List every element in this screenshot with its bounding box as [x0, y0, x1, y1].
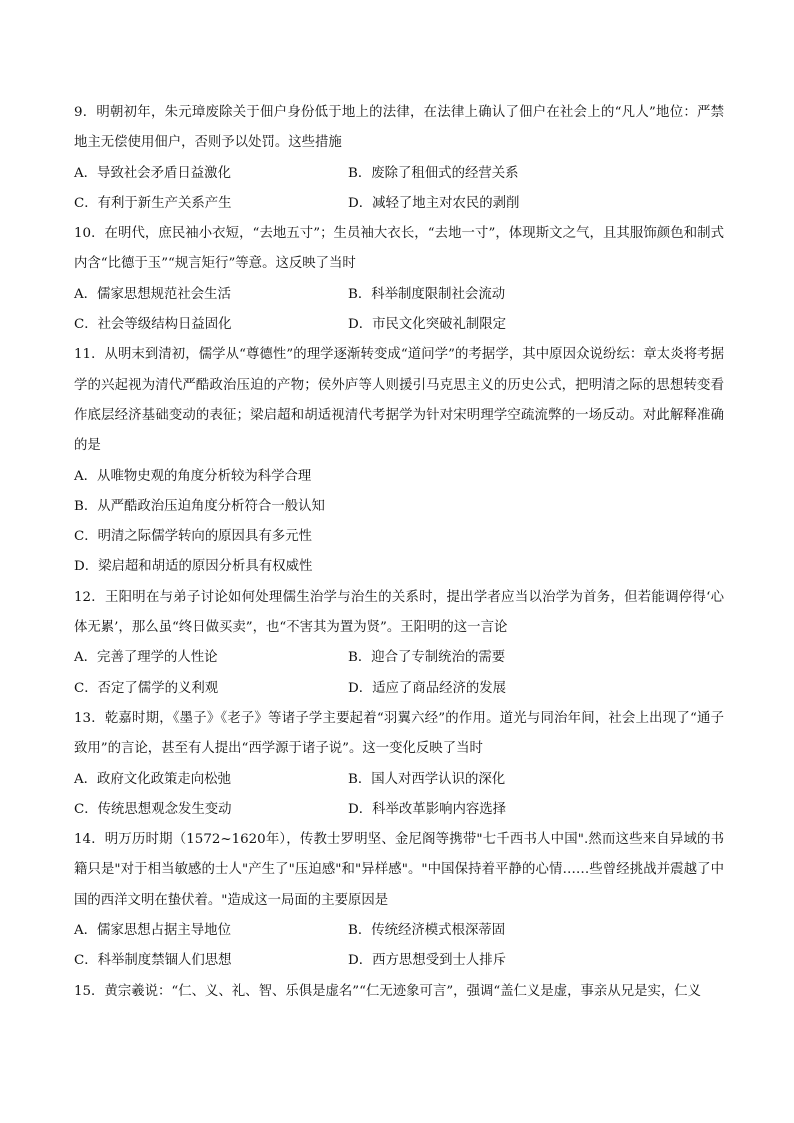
option-a: A．导致社会矛盾日益激化 — [74, 165, 231, 181]
option-a: A．从唯物史观的角度分析较为科学合理 — [74, 468, 312, 484]
question-12 — [74, 583, 724, 704]
option-list — [74, 280, 724, 341]
option-b: B．国人对西学认识的深化 — [348, 771, 506, 787]
option-a: A．儒家思想规范社会生活 — [74, 286, 231, 302]
option-d: D．梁启超和胡适的原因分析具有权威性 — [74, 559, 313, 575]
option-a: A．完善了理学的人性论 — [74, 650, 218, 666]
option-list — [74, 916, 724, 977]
question-stem: 14．明万历时期（1572~1620年），传教士罗明坚、金尼阁等携带"七千西书人中国".然而这些来自异域的书籍只是"对于相当敏感的士人"产生了"压迫感"和"异样感"。"中国保持着平静的心情……些曾经挑战并震越了中国的西洋文明在蛰伏着。"造成这一局面的主要原因是 — [74, 832, 724, 908]
option-c: C．社会等级结构日益固化 — [74, 317, 232, 333]
option-a: A．儒家思想占据主导地位 — [74, 923, 231, 939]
option-list — [74, 643, 724, 704]
question-stem: 11．从明末到清初，儒学从“尊德性”的理学逐渐转变成“道问学”的考据学，其中原因众说纷纭：章太炎将考据学的兴起视为清代严酷政治压迫的产物；侯外庐等人则援引马克思主义的历史公式，把明清之际的思想转变看作底层经济基础变动的表征；梁启超和胡适视清代考据学为针对宋明理学空疏流弊的一场反动。对此解释准确的是 — [74, 347, 724, 454]
option-c: C．否定了儒学的义利观 — [74, 680, 219, 696]
option-b: B．废除了租佃式的经营关系 — [348, 165, 519, 181]
option-d: D．减轻了地主对农民的剥削 — [348, 195, 520, 211]
option-d: D．西方思想受到士人排斥 — [348, 953, 507, 969]
option-d: D．市民文化突破礼制限定 — [348, 317, 507, 333]
option-c: C．传统思想观念发生变动 — [74, 801, 232, 817]
option-list — [74, 159, 724, 220]
option-b: B．科举制度限制社会流动 — [348, 286, 506, 302]
option-list — [74, 462, 724, 583]
option-c: C．明清之际儒学转向的原因具有多元性 — [74, 529, 312, 545]
option-b: B．从严酷政治压迫角度分析符合一般认知 — [74, 498, 325, 514]
option-c: C．科举制度禁锢人们思想 — [74, 953, 232, 969]
question-9 — [74, 98, 724, 219]
question-14 — [74, 825, 724, 976]
option-b: B．传统经济模式根深蒂固 — [348, 923, 506, 939]
option-b: B．迎合了专制统治的需要 — [348, 650, 506, 666]
question-stem: 13．乾嘉时期，《墨子》《老子》等诸子学主要起着“羽翼六经”的作用。道光与同治年间，社会上出现了“通子致用”的言论，甚至有人提出“西学源于诸子说”。这一变化反映了当时 — [74, 710, 724, 757]
question-stem: 12．王阳明在与弟子讨论如何处理儒生治学与治生的关系时，提出学者应当以治学为首务，但若能调停得‘心体无累’，那么虽“终日做买卖”，也“不害其为置为贤”。王阳明的这一言论 — [74, 589, 724, 636]
option-list — [74, 765, 724, 826]
question-10 — [74, 219, 724, 340]
question-stem: 10．在明代，庶民袖小衣短，“去地五寸”；生员袖大衣长，“去地一寸”，体现斯文之气，且其服饰颜色和制式内含“比德于玉”“规言矩行”等意。这反映了当时 — [74, 226, 724, 272]
option-a: A．政府文化政策走向松弛 — [74, 771, 231, 787]
option-c: C．有利于新生产关系产生 — [74, 195, 232, 211]
question-13 — [74, 704, 724, 825]
option-d: D．科举改革影响内容选择 — [348, 801, 507, 817]
option-d: D．适应了商品经济的发展 — [348, 680, 507, 696]
question-15 — [74, 977, 724, 1007]
question-stem: 15．黄宗羲说：“仁、义、礼、智、乐俱是虚名”“仁无迹象可言”，强调“盖仁义是虚，事亲从兄是实，仁义 — [74, 983, 702, 999]
exam-page — [74, 98, 724, 1007]
question-stem: 9．明朝初年，朱元璋废除关于佃户身份低于地上的法律，在法律上确认了佃户在社会上的“凡人”地位：严禁地主无偿使用佃户，否则予以处罚。这些措施 — [74, 105, 724, 151]
question-11 — [74, 340, 724, 582]
